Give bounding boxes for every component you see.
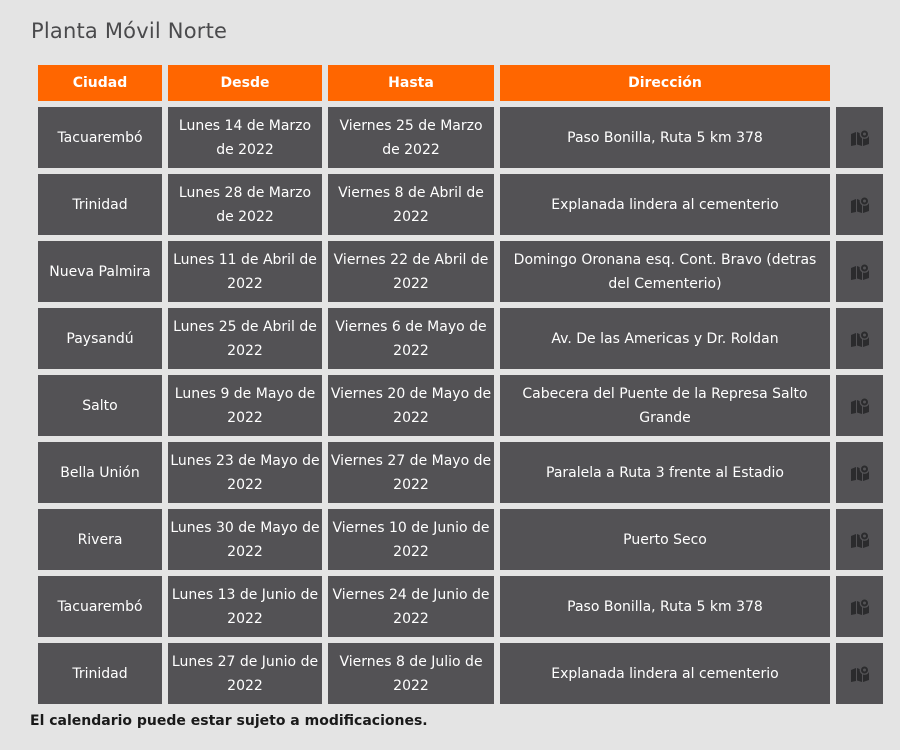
map-link-button[interactable] [836,643,883,704]
map-icon [836,196,883,214]
map-icon [836,263,883,281]
map-icon [836,598,883,616]
cell-city: Tacuarembó [38,107,162,168]
cell-from-date: Lunes 28 de Marzo de 2022 [168,174,322,235]
table-row [38,107,883,168]
cell-city: Bella Unión [38,442,162,503]
table-header-row [38,65,883,101]
schedule-table [32,59,889,710]
map-icon [836,531,883,549]
cell-address: Paso Bonilla, Ruta 5 km 378 [500,576,830,637]
cell-address: Domingo Oronana esq. Cont. Bravo (detras del Cementerio) [500,241,830,302]
column-header-address: Dirección [500,65,830,101]
cell-city: Rivera [38,509,162,570]
map-link-button[interactable] [836,241,883,302]
cell-address: Explanada lindera al cementerio [500,174,830,235]
cell-city: Paysandú [38,308,162,369]
cell-to-date: Viernes 8 de Abril de 2022 [328,174,494,235]
cell-city: Trinidad [38,643,162,704]
cell-from-date: Lunes 30 de Mayo de 2022 [168,509,322,570]
cell-to-date: Viernes 24 de Junio de 2022 [328,576,494,637]
map-link-button[interactable] [836,375,883,436]
map-icon [836,464,883,482]
map-link-button[interactable] [836,509,883,570]
cell-from-date: Lunes 27 de Junio de 2022 [168,643,322,704]
cell-address: Paso Bonilla, Ruta 5 km 378 [500,107,830,168]
cell-city: Tacuarembó [38,576,162,637]
cell-city: Nueva Palmira [38,241,162,302]
map-link-button[interactable] [836,308,883,369]
column-header-from: Desde [168,65,322,101]
cell-address: Av. De las Americas y Dr. Roldan [500,308,830,369]
cell-from-date: Lunes 23 de Mayo de 2022 [168,442,322,503]
map-icon [836,397,883,415]
column-header-to: Hasta [328,65,494,101]
table-row [38,643,883,704]
cell-to-date: Viernes 8 de Julio de 2022 [328,643,494,704]
cell-address: Cabecera del Puente de la Represa Salto Grande [500,375,830,436]
column-header-city: Ciudad [38,65,162,101]
cell-address: Puerto Seco [500,509,830,570]
cell-to-date: Viernes 6 de Mayo de 2022 [328,308,494,369]
cell-to-date: Viernes 10 de Junio de 2022 [328,509,494,570]
cell-from-date: Lunes 25 de Abril de 2022 [168,308,322,369]
table-row [38,442,883,503]
cell-to-date: Viernes 22 de Abril de 2022 [328,241,494,302]
cell-from-date: Lunes 11 de Abril de 2022 [168,241,322,302]
cell-city: Trinidad [38,174,162,235]
page-title: Planta Móvil Norte [31,19,228,43]
map-link-button[interactable] [836,174,883,235]
table-row [38,509,883,570]
cell-city: Salto [38,375,162,436]
cell-to-date: Viernes 27 de Mayo de 2022 [328,442,494,503]
cell-from-date: Lunes 13 de Junio de 2022 [168,576,322,637]
table-row [38,375,883,436]
map-icon [836,330,883,348]
cell-to-date: Viernes 25 de Marzo de 2022 [328,107,494,168]
cell-to-date: Viernes 20 de Mayo de 2022 [328,375,494,436]
map-icon [836,665,883,683]
map-link-button[interactable] [836,576,883,637]
table-row [38,174,883,235]
column-header-map [836,65,883,101]
table-row [38,308,883,369]
map-icon [836,129,883,147]
cell-from-date: Lunes 9 de Mayo de 2022 [168,375,322,436]
map-link-button[interactable] [836,107,883,168]
disclaimer-note: El calendario puede estar sujeto a modificaciones. [30,713,428,729]
cell-address: Explanada lindera al cementerio [500,643,830,704]
cell-from-date: Lunes 14 de Marzo de 2022 [168,107,322,168]
table-row [38,576,883,637]
cell-address: Paralela a Ruta 3 frente al Estadio [500,442,830,503]
table-row [38,241,883,302]
map-link-button[interactable] [836,442,883,503]
